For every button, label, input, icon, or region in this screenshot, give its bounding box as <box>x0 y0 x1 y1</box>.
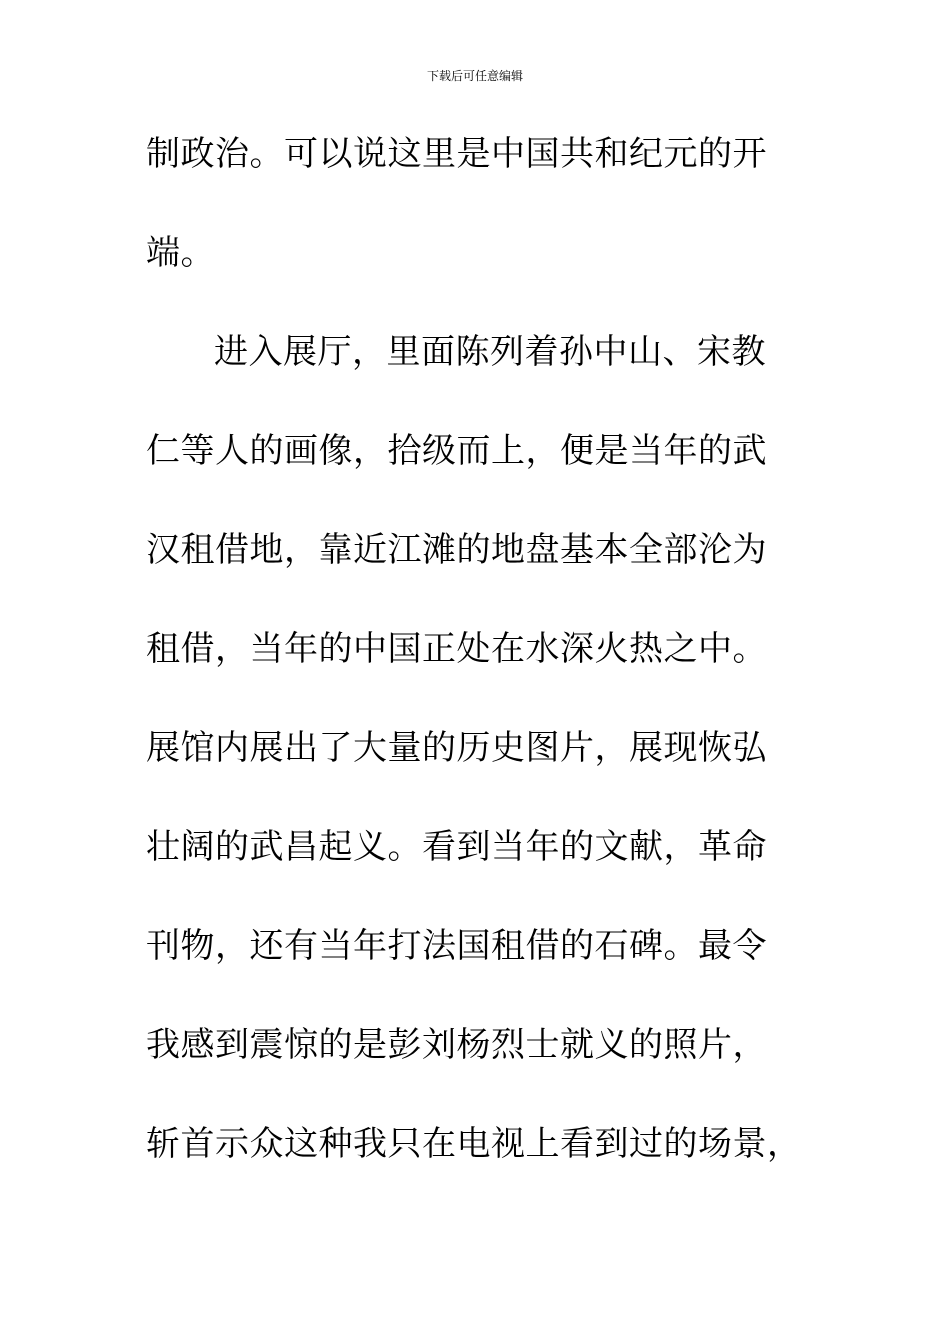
text-line: 仁等人的画像，拾级而上，便是当年的武 <box>146 431 767 471</box>
text-line: 制政治。可以说这里是中国共和纪元的开 <box>146 134 767 174</box>
text-line: 展馆内展出了大量的历史图片，展现恢弘 <box>146 728 767 768</box>
text-line: 汉租借地，靠近江滩的地盘基本全部沦为 <box>146 530 767 570</box>
text-line: 端。 <box>146 233 215 273</box>
text-line: 壮阔的武昌起义。看到当年的文献，革命 <box>146 827 767 867</box>
text-line: 斩首示众这种我只在电视上看到过的场景， <box>146 1124 802 1164</box>
text-line-paragraph-start: 进入展厅，里面陈列着孙中山、宋教 <box>214 332 766 372</box>
text-line: 租借，当年的中国正处在水深火热之中。 <box>146 629 767 669</box>
text-line: 我感到震惊的是彭刘杨烈士就义的照片， <box>146 1025 767 1065</box>
header-note: 下载后可任意编辑 <box>426 69 523 83</box>
body-text <box>146 124 826 1213</box>
text-line: 刊物，还有当年打法国租借的石碑。最令 <box>146 926 767 966</box>
